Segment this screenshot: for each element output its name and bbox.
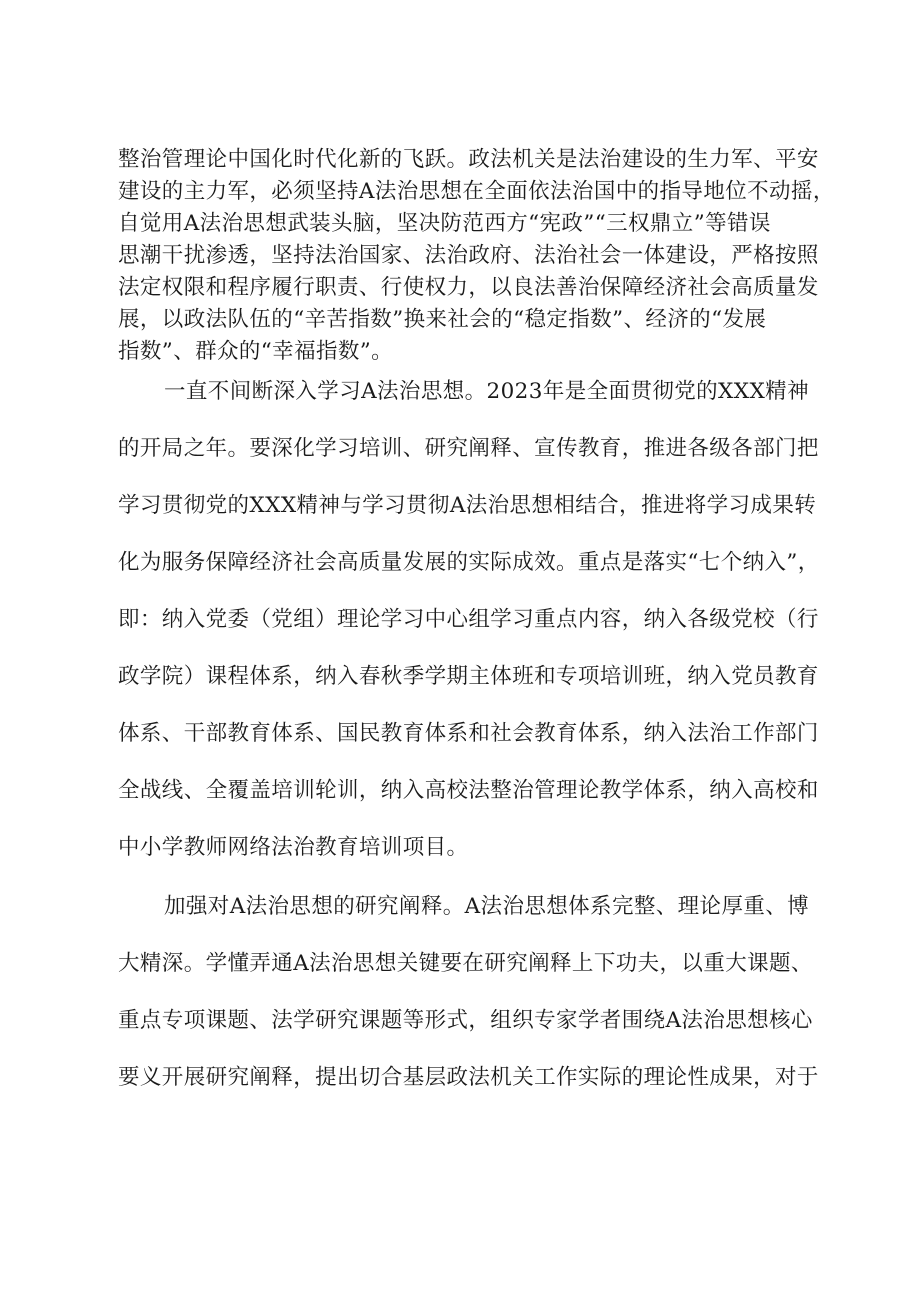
text-line: 即：纳入党委（党组）理论学习中心组学习重点内容，纳入各级党校（行 (118, 607, 819, 632)
text-line: 全战线、全覆盖培训轮训，纳入高校法整治管理论教学体系，纳入高校和 (118, 778, 819, 803)
text-line: 政学院）课程体系，纳入春秋季学期主体班和专项培训班，纳入党员教育 (118, 664, 819, 689)
text-line: 指数”、群众的“幸福指数”。 (118, 339, 394, 364)
text-line: 大精深。学懂弄通A法治思想关键要在研究阐释上下功夫，以重大课题、 (118, 951, 813, 976)
text-line: 法定权限和程序履行职责、行使权力，以良法善治保障经济社会高质量发 (118, 275, 819, 300)
text-line: 中小学教师网络法治教育培训项目。 (118, 835, 469, 860)
text-line: 重点专项课题、法学研究课题等形式，组织专家学者围绕A法治思想核心 (118, 1008, 813, 1033)
text-line: 要义开展研究阐释，提出切合基层政法机关工作实际的理论性成果，对于 (118, 1065, 819, 1090)
text-line: 体系、干部教育体系、国民教育体系和社会教育体系，纳入法治工作部门 (118, 721, 819, 746)
text-line: 一直不间断深入学习A法治思想。2023年是全面贯彻党的XXX精神 (164, 379, 809, 404)
text-line: 自觉用A法治思想武装头脑，坚决防范西方“宪政”“三权鼎立”等错误 (118, 211, 771, 236)
text-line: 加强对A法治思想的研究阐释。A法治思想体系完整、理论厚重、博 (164, 894, 810, 919)
text-line: 整治管理论中国化时代化新的飞跃。政法机关是法治建设的生力军、平安 (118, 147, 819, 172)
text-line: 学习贯彻党的XXX精神与学习贯彻A法治思想相结合，推进将学习成果转 (118, 493, 817, 518)
text-line: 的开局之年。要深化学习培训、研究阐释、宣传教育，推进各级各部门把 (118, 436, 819, 461)
text-line: 化为服务保障经济社会高质量发展的实际成效。重点是落实“七个纳入”， (118, 550, 820, 575)
text-line: 建设的主力军，必须坚持A法治思想在全面依法治国中的指导地位不动摇， (118, 179, 835, 204)
text-line: 思潮干扰渗透，坚持法治国家、法治政府、法治社会一体建设，严格按照 (118, 243, 819, 268)
text-line: 展，以政法队伍的“辛苦指数”换来社会的“稳定指数”、经济的“发展 (118, 307, 767, 332)
